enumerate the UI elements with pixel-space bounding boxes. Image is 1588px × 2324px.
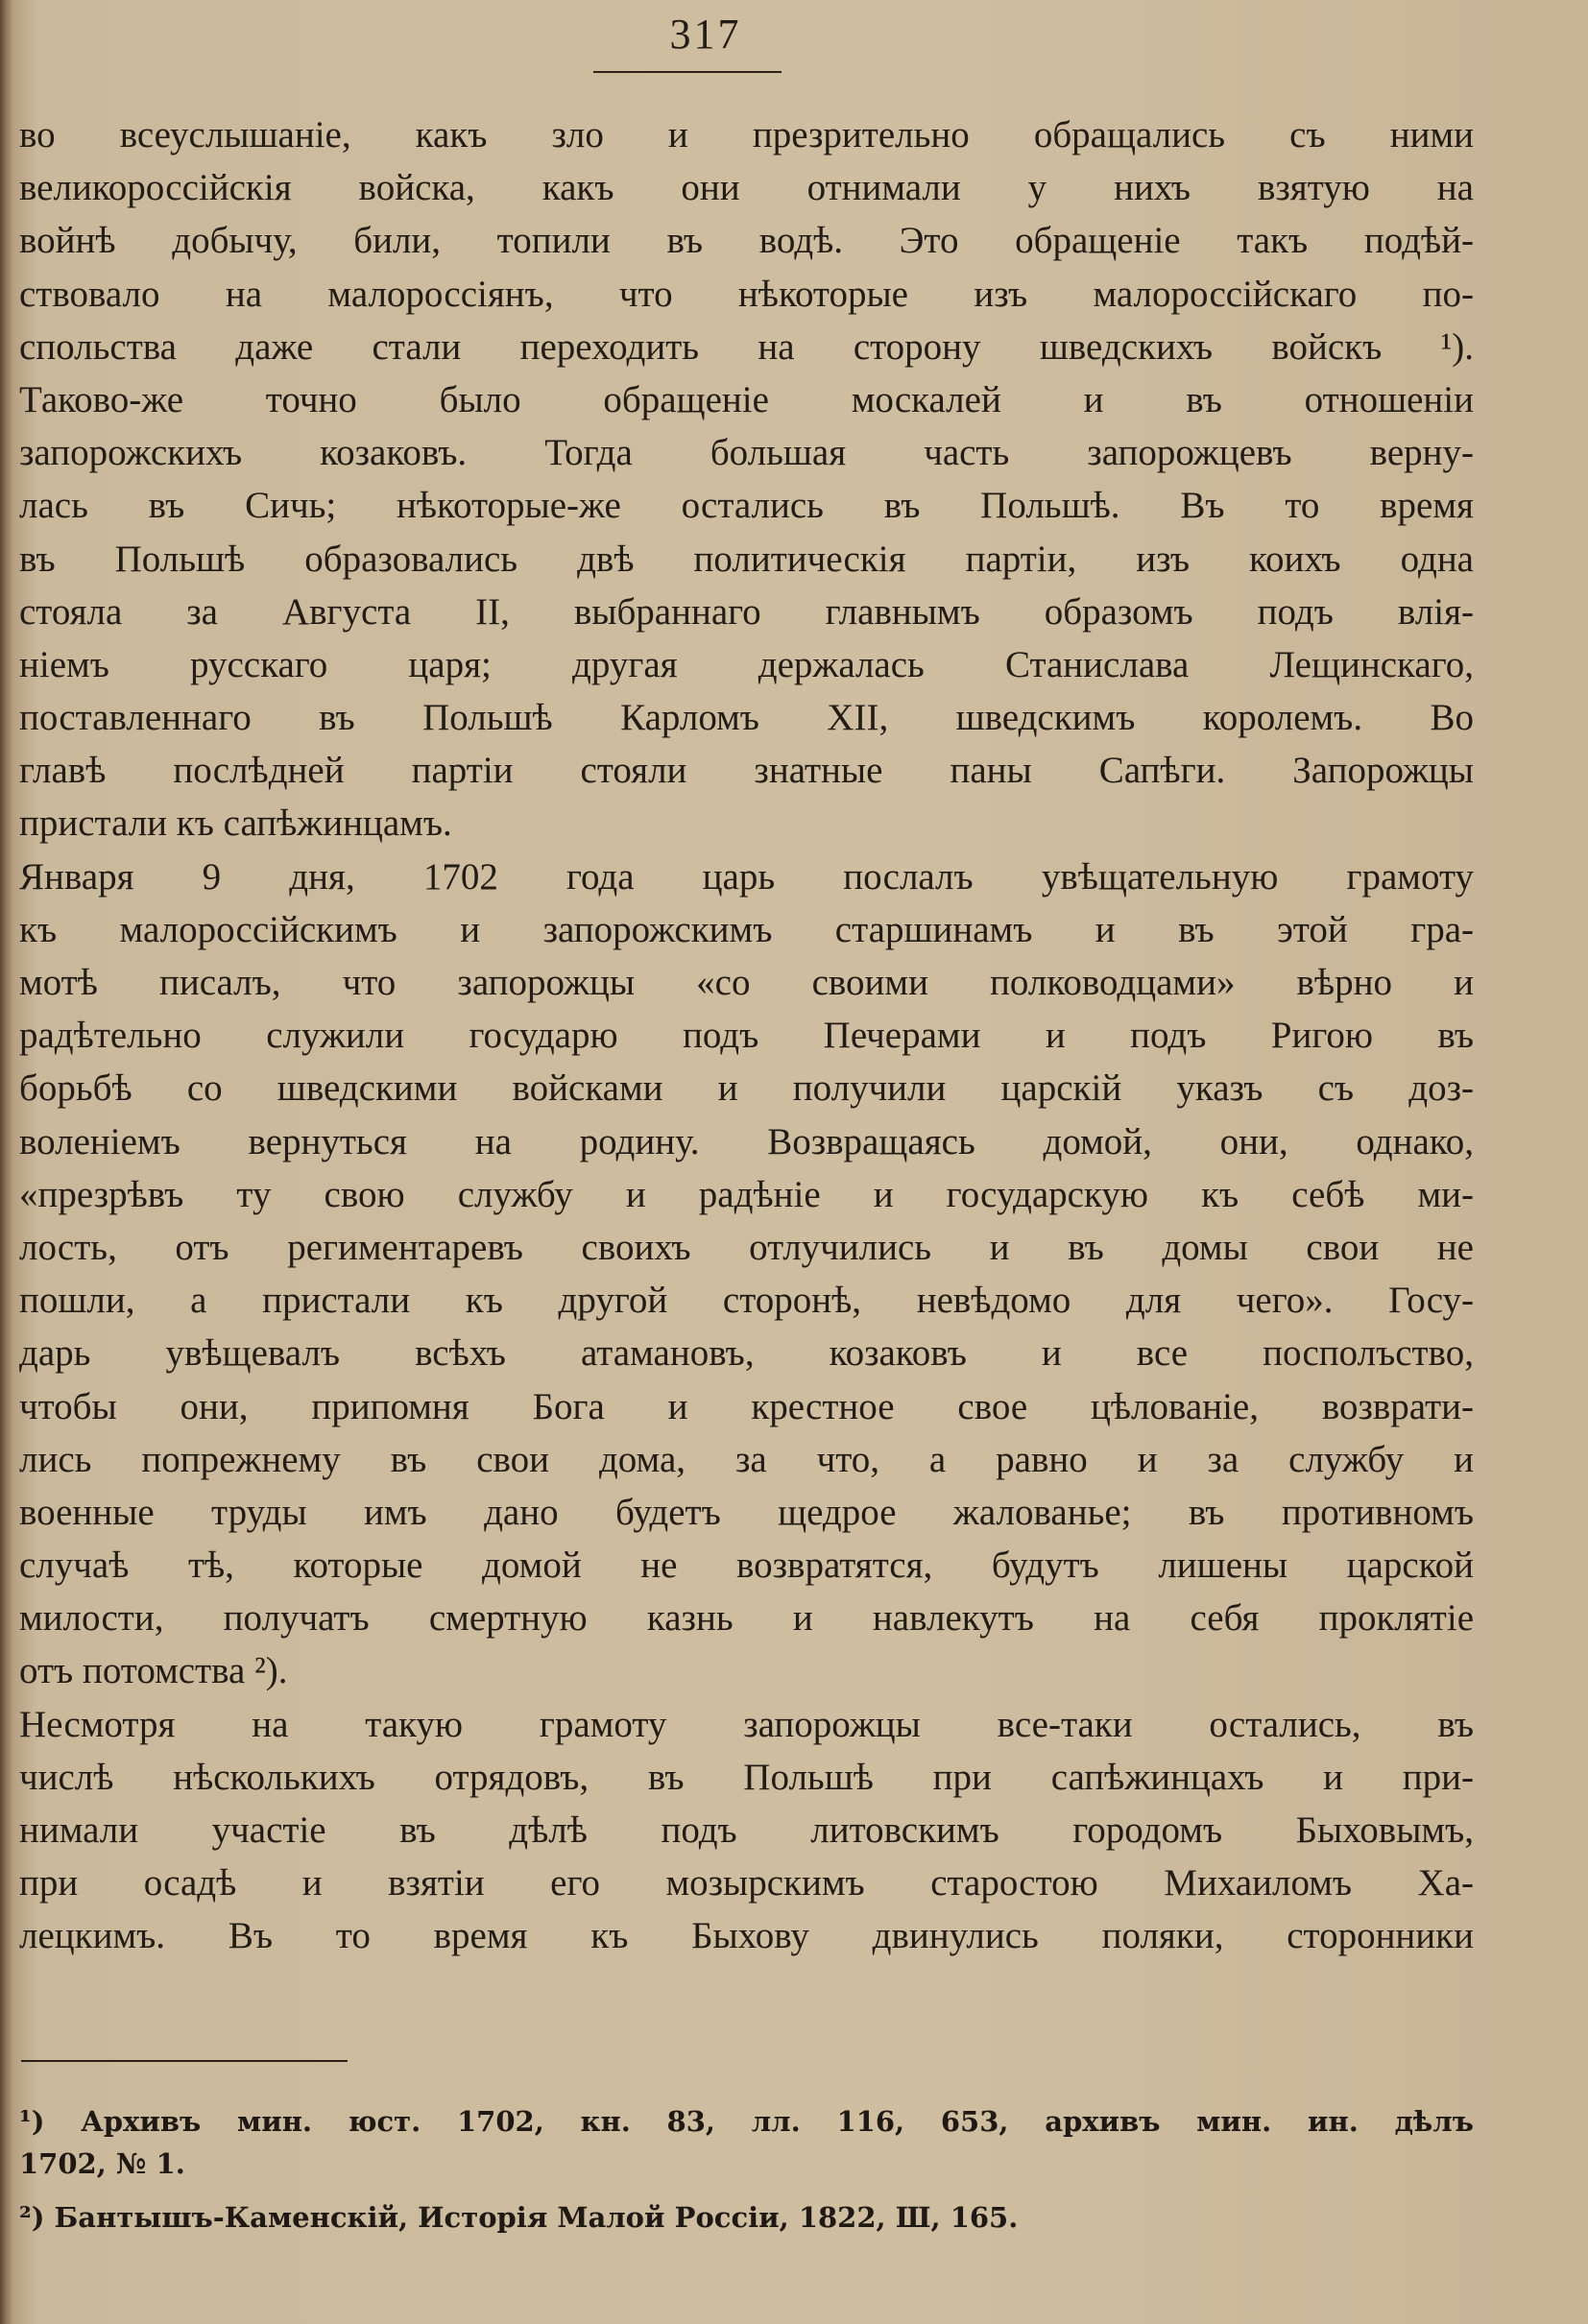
text-line: пошли, а пристали къ другой сторонѣ, невѣдомо для чего». Госу- (19, 1280, 1474, 1322)
text-line: въ Польшѣ образовались двѣ политическія партіи, изъ коихъ одна (19, 538, 1474, 580)
text-line: чтобы они, припомня Бога и крестное свое цѣлованіе, возврати- (19, 1385, 1474, 1427)
page-number: 317 (669, 11, 742, 58)
text-line: лась въ Сичь; нѣкоторые-же остались въ Польшѣ. Въ то время (19, 485, 1474, 527)
paragraph (19, 373, 1474, 851)
header-rule (593, 71, 782, 73)
text-line: «презрѣвъ ту свою службу и радѣніе и государскую къ себѣ ми- (19, 1173, 1474, 1215)
paragraph (19, 108, 1474, 373)
footnote (19, 2100, 1474, 2185)
text-line: лость, отъ региментаревъ своихъ отлучились и въ домы свои не (19, 1226, 1474, 1268)
text-line: Таково-же точно было обращеніе москалей и въ отношеніи (19, 378, 1474, 420)
text-line: пристали къ сапѣжинцамъ. (19, 803, 452, 845)
text-line: лецкимъ. Въ то время къ Быхову двинулись поляки, сторонники (19, 1915, 1474, 1957)
text-line: случаѣ тѣ, которые домой не возвратятся, будутъ лишены царской (19, 1545, 1474, 1587)
text-line: лись попрежнему въ свои дома, за что, а равно и за службу и (19, 1438, 1474, 1480)
footnotes (19, 2100, 1474, 2239)
text-line: при осадѣ и взятіи его мозырскимъ старостою Михаиломъ Ха- (19, 1862, 1474, 1905)
footnote-spacer (19, 2185, 1474, 2196)
text-line: борьбѣ со шведскими войсками и получили царскій указъ съ доз- (19, 1067, 1474, 1110)
text-line: воленіемъ вернуться на родину. Возвращаясь домой, они, однако, (19, 1120, 1474, 1162)
text-line: главѣ послѣдней партіи стояли знатные паны Сапѣги. Запорожцы (19, 750, 1474, 792)
text-line: поставленнаго въ Польшѣ Карломъ XII, шведскимъ королемъ. Во (19, 697, 1474, 739)
footnote (19, 2196, 1474, 2239)
paragraph (19, 1698, 1474, 1963)
text-line: Января 9 дня, 1702 года царь послалъ увѣщательную грамоту (19, 855, 1474, 898)
footnote-line: ¹) Архивъ мин. юст. 1702, кн. 83, лл. 116, 653, архивъ мин. ин. дѣлъ (19, 2105, 1474, 2138)
body-text (19, 108, 1474, 1963)
text-line: радѣтельно служили государю подъ Печерами и подъ Ригою въ (19, 1015, 1474, 1057)
text-line: милости, получатъ смертную казнь и навлекутъ на себя проклятіе (19, 1597, 1474, 1640)
paragraph (19, 851, 1474, 1698)
text-line: войнѣ добычу, били, топили въ водѣ. Это обращеніе такъ подѣй- (19, 220, 1474, 262)
text-line: къ малороссійскимъ и запорожскимъ старшинамъ и въ этой гра- (19, 908, 1474, 950)
text-line: запорожскихъ козаковъ. Тогда большая часть запорожцевъ верну- (19, 432, 1474, 474)
text-line: нимали участіе въ дѣлѣ подъ литовскимъ городомъ Быховымъ, (19, 1809, 1474, 1851)
text-line: во всеуслышаніе, какъ зло и презрительно обращались съ ними (19, 114, 1474, 156)
text-line: числѣ нѣсколькихъ отрядовъ, въ Польшѣ при сапѣжинцахъ и при- (19, 1756, 1474, 1798)
text-line: мотѣ писалъ, что запорожцы «со своими полководцами» вѣрно и (19, 962, 1474, 1003)
text-line: спольства даже стали переходить на сторону шведскихъ войскъ ¹). (19, 325, 1474, 368)
text-line: великороссійскія войска, какъ они отнимали у нихъ взятую на (19, 167, 1474, 209)
text-line: ніемъ русскаго царя; другая держалась Станислава Лещинскаго, (19, 643, 1474, 685)
footnote-line: 1702, № 1. (19, 2147, 185, 2180)
footnote-rule (21, 2060, 348, 2062)
text-line: ствовало на малороссіянъ, что нѣкоторые изъ малороссійскаго по- (19, 273, 1474, 315)
text-line: военные труды имъ дано будетъ щедрое жалованье; въ противномъ (19, 1491, 1474, 1533)
text-line: Несмотря на такую грамоту запорожцы все-таки остались, въ (19, 1703, 1474, 1745)
text-line: дарь увѣщевалъ всѣхъ атамановъ, козаковъ и все посполъство, (19, 1332, 1474, 1375)
footnote-line: ²) Бантышъ-Каменскій, Исторія Малой Россіи, 1822, Ш, 165. (19, 2201, 1019, 2234)
text-line: отъ потомства ²). (19, 1650, 288, 1692)
text-line: стояла за Августа II, выбраннаго главнымъ образомъ подъ влія- (19, 590, 1474, 633)
